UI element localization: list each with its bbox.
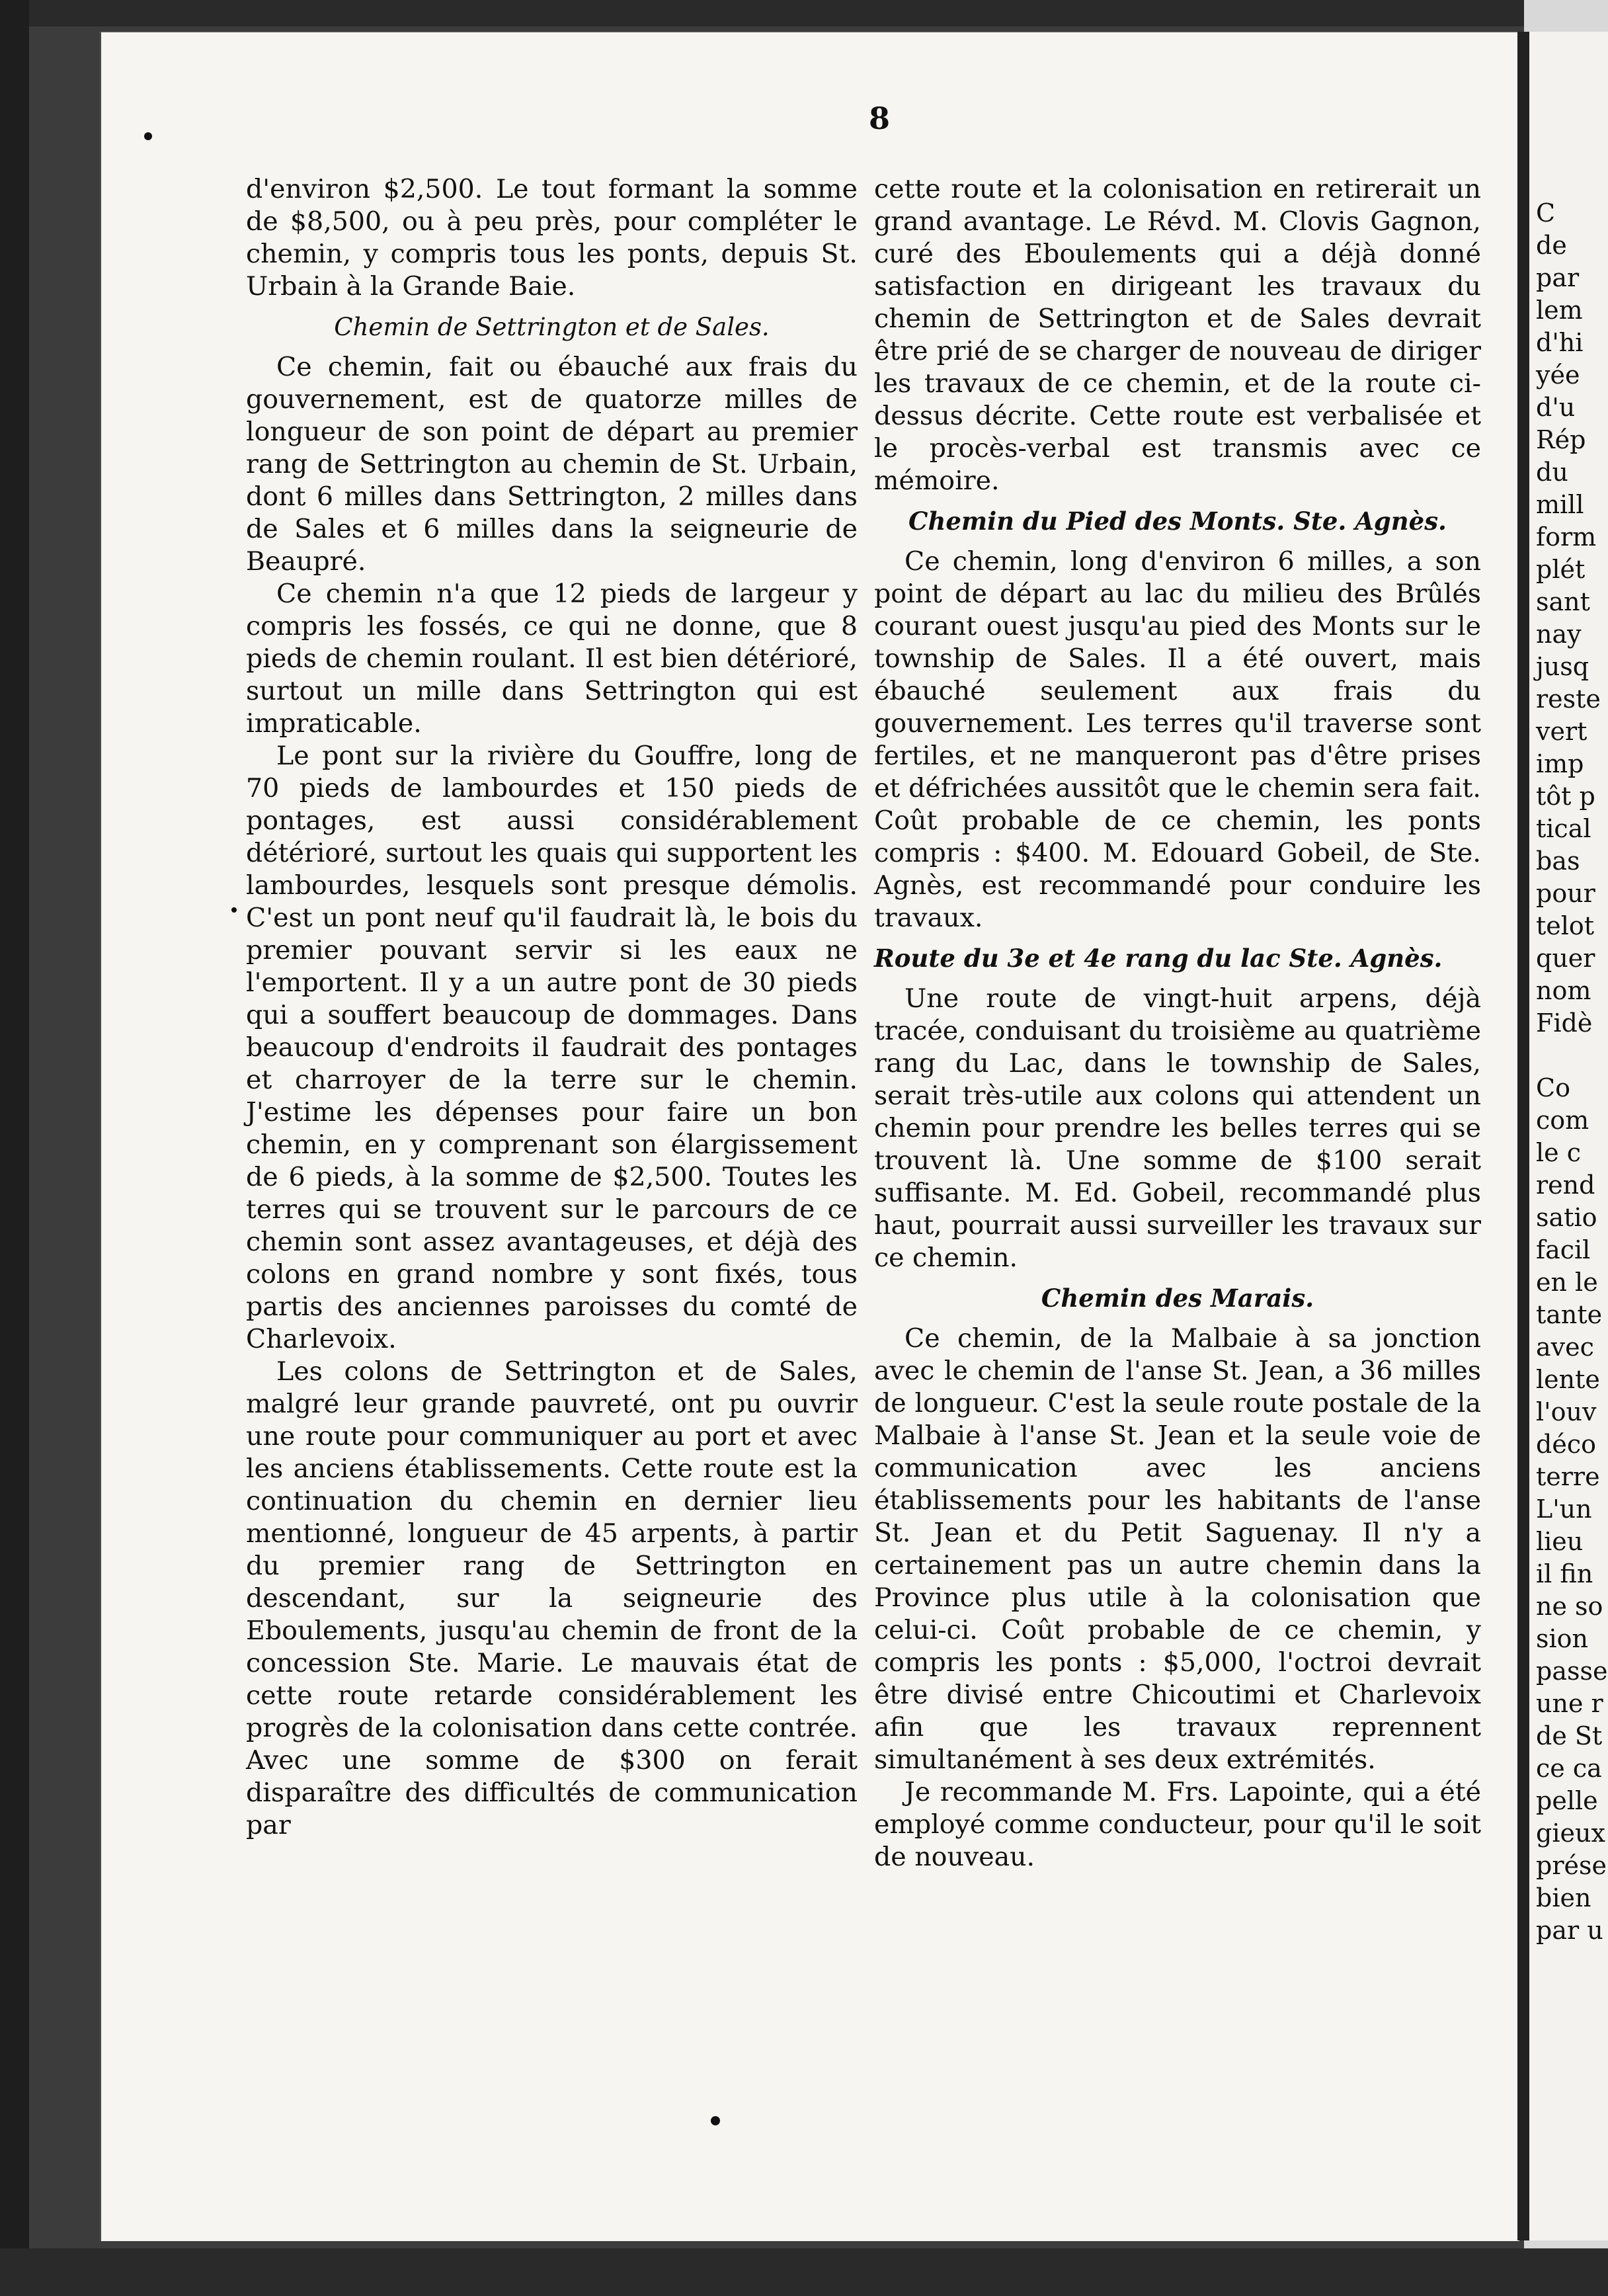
adjacent-page-fragment: lem <box>1536 296 1583 325</box>
adjacent-page-fragment: sant <box>1536 587 1590 616</box>
adjacent-page-fragment: Rép <box>1536 425 1586 454</box>
adjacent-page-fragment: lente <box>1536 1365 1600 1394</box>
adjacent-page-fragment: le c <box>1536 1138 1582 1167</box>
page-gutter <box>1517 32 1529 2240</box>
adjacent-page-fragment: Fidè <box>1536 1008 1593 1038</box>
margin-dot <box>144 132 152 140</box>
adjacent-page-fragment: L'un <box>1536 1495 1592 1524</box>
adjacent-page-fragment: form <box>1536 522 1597 552</box>
section-heading: Chemin des Marais. <box>1041 1284 1314 1313</box>
paragraph: Ce chemin n'a que 12 pieds de largeur y compris les fossés, ce qui ne donne, que 8 pieds de chemin roulant. Il est bien détérioré, surtout un mille dans Settrington qui est impraticable. <box>246 579 858 739</box>
adjacent-page-fragment: avec <box>1536 1332 1594 1362</box>
adjacent-page-fragment: mill <box>1536 490 1584 519</box>
adjacent-page-fragment: com <box>1536 1106 1589 1135</box>
adjacent-page-fragment: de St <box>1536 1721 1603 1750</box>
adjacent-page-fragment: satio <box>1536 1203 1597 1232</box>
adjacent-page-fragment: du <box>1536 458 1568 487</box>
adjacent-page-fragment: passe <box>1536 1657 1608 1686</box>
paragraph: Une route de vingt-huit arpens, déjà tracée, conduisant du troisième au quatrième rang du Lac, dans le township de Sales, serait très-utile aux colons qui attendent un chemin pour prendre les belles terres qui se trouvent là. Une somme de $100 serait suffisante. M. Ed. Gobeil, recommandé plus haut, pourrait aussi surveiller les travaux sur ce chemin. <box>874 983 1481 1273</box>
adjacent-page-fragments <box>1536 197 1608 1947</box>
adjacent-page-fragment: par <box>1536 263 1580 292</box>
adjacent-page-fragment: tical <box>1536 814 1591 843</box>
adjacent-page-fragment: l'ouv <box>1536 1397 1597 1426</box>
adjacent-page-fragment: C <box>1536 198 1556 227</box>
paragraph: Ce chemin, de la Malbaie à sa jonction avec le chemin de l'anse St. Jean, a 36 milles de longueur. C'est la seule route postale de la Malbaie à l'anse St. Jean et la seule voie de communication avec les anciens établissements pour les habitants de l'anse St. Jean et du Petit Saguenay. Il n'y a certainement pas un autre chemin dans la Province plus utile à la colonisation que celui-ci. Coût probable de ce chemin, y compris les ponts : $5,000, l'octroi devrait être divisé entre Chicoutimi et Charlevoix afin que les travaux reprennent simultanément à ses deux extrémités. <box>874 1323 1481 1775</box>
adjacent-page-fragment: en le <box>1536 1268 1598 1297</box>
adjacent-page-fragment: reste <box>1536 684 1601 714</box>
section-heading: Chemin de Settrington et de Sales. <box>334 313 770 341</box>
adjacent-page-fragment: facil <box>1536 1235 1591 1264</box>
adjacent-page-fragment: d'hi <box>1536 328 1584 357</box>
adjacent-page-fragment: prése <box>1536 1851 1607 1880</box>
adjacent-page-fragment: d'u <box>1536 393 1576 422</box>
bottom-dot <box>711 2116 720 2125</box>
adjacent-page-fragment: ce ca <box>1536 1754 1602 1783</box>
adjacent-page-fragment: il fin <box>1536 1559 1593 1588</box>
adjacent-page-fragment: vert <box>1536 717 1588 746</box>
page-number: 8 <box>868 101 890 136</box>
paragraph: Les colons de Settrington et de Sales, malgré leur grande pauvreté, ont pu ouvrir une route pour communiquer au port et avec les anciens établissements. Cette route est la continuation du chemin en dernier lieu mentionné, longueur de 45 arpents, à partir du premier rang de Settrington en descendant, sur la seigneurie des Eboulements, jusqu'au chemin de front de la concession Ste. Marie. Le mauvais état de cette route retarde considérablement les progrès de la colonisation dans cette contrée. Avec une somme de $300 on ferait disparaître des difficultés de communication par <box>246 1356 858 1840</box>
adjacent-page-fragment: de <box>1536 231 1567 260</box>
paragraph: Ce chemin, long d'environ 6 milles, a son point de départ au lac du milieu des Brûlés courant ouest jusqu'au pied des Monts sur le township de Sales. Il a été ouvert, mais ébauché seulement aux frais du gouvernement. Les terres qu'il traverse sont fertiles, et ne manqueront pas d'être prises et défrichées aussitôt que le chemin sera fait. Coût probable de ce chemin, les ponts compris : $400. M. Edouard Gobeil, de Ste. Agnès, est recommandé pour conduire les travaux. <box>874 546 1481 933</box>
paragraph: Le pont sur la rivière du Gouffre, long de 70 pieds de lambourdes et 150 pieds de pontages, est aussi considérablement détérioré, surtout les quais qui supportent les lambourdes, lesquels sont presque démolis. C'est un pont neuf qu'il faudrait là, le bois du premier pouvant servir si les eaux ne l'emportent. Il y a un autre pont de 30 pieds qui a souffert beaucoup de dommages. Dans beaucoup d'endroits il faudrait des pontages et charroyer de la terre sur le chemin. J'estime les dépenses pour faire un bon chemin, en y comprenant son élargissement de 6 pieds, à la somme de $2,500. Toutes les terres qui se trouvent sur le parcours de ce chemin sont assez avantageuses, et déjà des colons en grand nombre y sont fixés, tous partis des anciennes paroisses du comté de Charlevoix. <box>246 741 858 1354</box>
adjacent-page-fragment: plét <box>1536 555 1586 584</box>
adjacent-page-fragment: gieux <box>1536 1819 1605 1848</box>
adjacent-page-fragment: telot <box>1536 911 1595 940</box>
adjacent-page-fragment <box>1536 1040 1608 1072</box>
paragraph: cette route et la colonisation en retirerait un grand avantage. Le Révd. M. Clovis Gagnon, curé des Eboulements qui a déjà donné satisfaction en dirigeant les travaux du chemin de Settrington et de Sales devrait être prié de se charger de nouveau de diriger les travaux de ce chemin, et de la route ci-dessus décrite. Cette route est verbalisée et le procès-verbal est transmis avec ce mémoire. <box>874 174 1481 496</box>
adjacent-page-fragment: ne so <box>1536 1592 1603 1621</box>
paragraph: d'environ $2,500. Le tout formant la somme de $8,500, ou à peu près, pour compléter le chemin, y compris tous les ponts, depuis St. Urbain à la Grande Baie. <box>246 174 858 302</box>
scan-border-top <box>0 0 1608 26</box>
scan-border-bottom <box>0 2248 1608 2296</box>
margin-dot <box>231 907 237 913</box>
adjacent-page-fragment: imp <box>1536 749 1584 778</box>
adjacent-page-fragment: jusq <box>1536 652 1589 681</box>
section-heading: Chemin du Pied des Monts. Ste. Agnès. <box>908 507 1447 536</box>
right-column <box>874 173 1481 1873</box>
adjacent-page-fragment: tante <box>1536 1300 1603 1329</box>
scan-border-left <box>0 0 29 2296</box>
adjacent-page-fragment: Co <box>1536 1073 1570 1102</box>
adjacent-page-fragment: terre <box>1536 1462 1600 1491</box>
adjacent-page-fragment: bien <box>1536 1883 1591 1912</box>
adjacent-page-fragment: bas <box>1536 846 1580 876</box>
paragraph: Je recommande M. Frs. Lapointe, qui a été employé comme conducteur, pour qu'il le soit de nouveau. <box>874 1777 1481 1872</box>
adjacent-page-fragment: sion <box>1536 1624 1589 1653</box>
section-heading: Route du 3e et 4e rang du lac Ste. Agnès. <box>874 944 1443 973</box>
adjacent-page-fragment: yée <box>1536 360 1580 390</box>
adjacent-page-fragment: pour <box>1536 879 1595 908</box>
adjacent-page-fragment: tôt p <box>1536 782 1595 811</box>
adjacent-page-fragment: nay <box>1536 620 1582 649</box>
adjacent-page-fragment: par u <box>1536 1916 1603 1945</box>
paragraph: Ce chemin, fait ou ébauché aux frais du gouvernement, est de quatorze milles de longueur de son point de départ au premier rang de Settrington au chemin de St. Urbain, dont 6 milles dans Settrington, 2 milles dans de Sales et 6 milles dans la seigneurie de Beaupré. <box>246 352 858 577</box>
adjacent-page-fragment: rend <box>1536 1170 1595 1200</box>
left-column <box>246 173 858 1842</box>
adjacent-page-fragment: lieu <box>1536 1527 1584 1556</box>
adjacent-page-fragment: pelle <box>1536 1786 1598 1815</box>
adjacent-page-fragment: quer <box>1536 944 1595 973</box>
adjacent-page <box>1529 32 1608 2240</box>
adjacent-page-fragment: nom <box>1536 976 1591 1005</box>
adjacent-page-fragment: une r <box>1536 1689 1603 1718</box>
adjacent-page-fragment: déco <box>1536 1430 1596 1459</box>
